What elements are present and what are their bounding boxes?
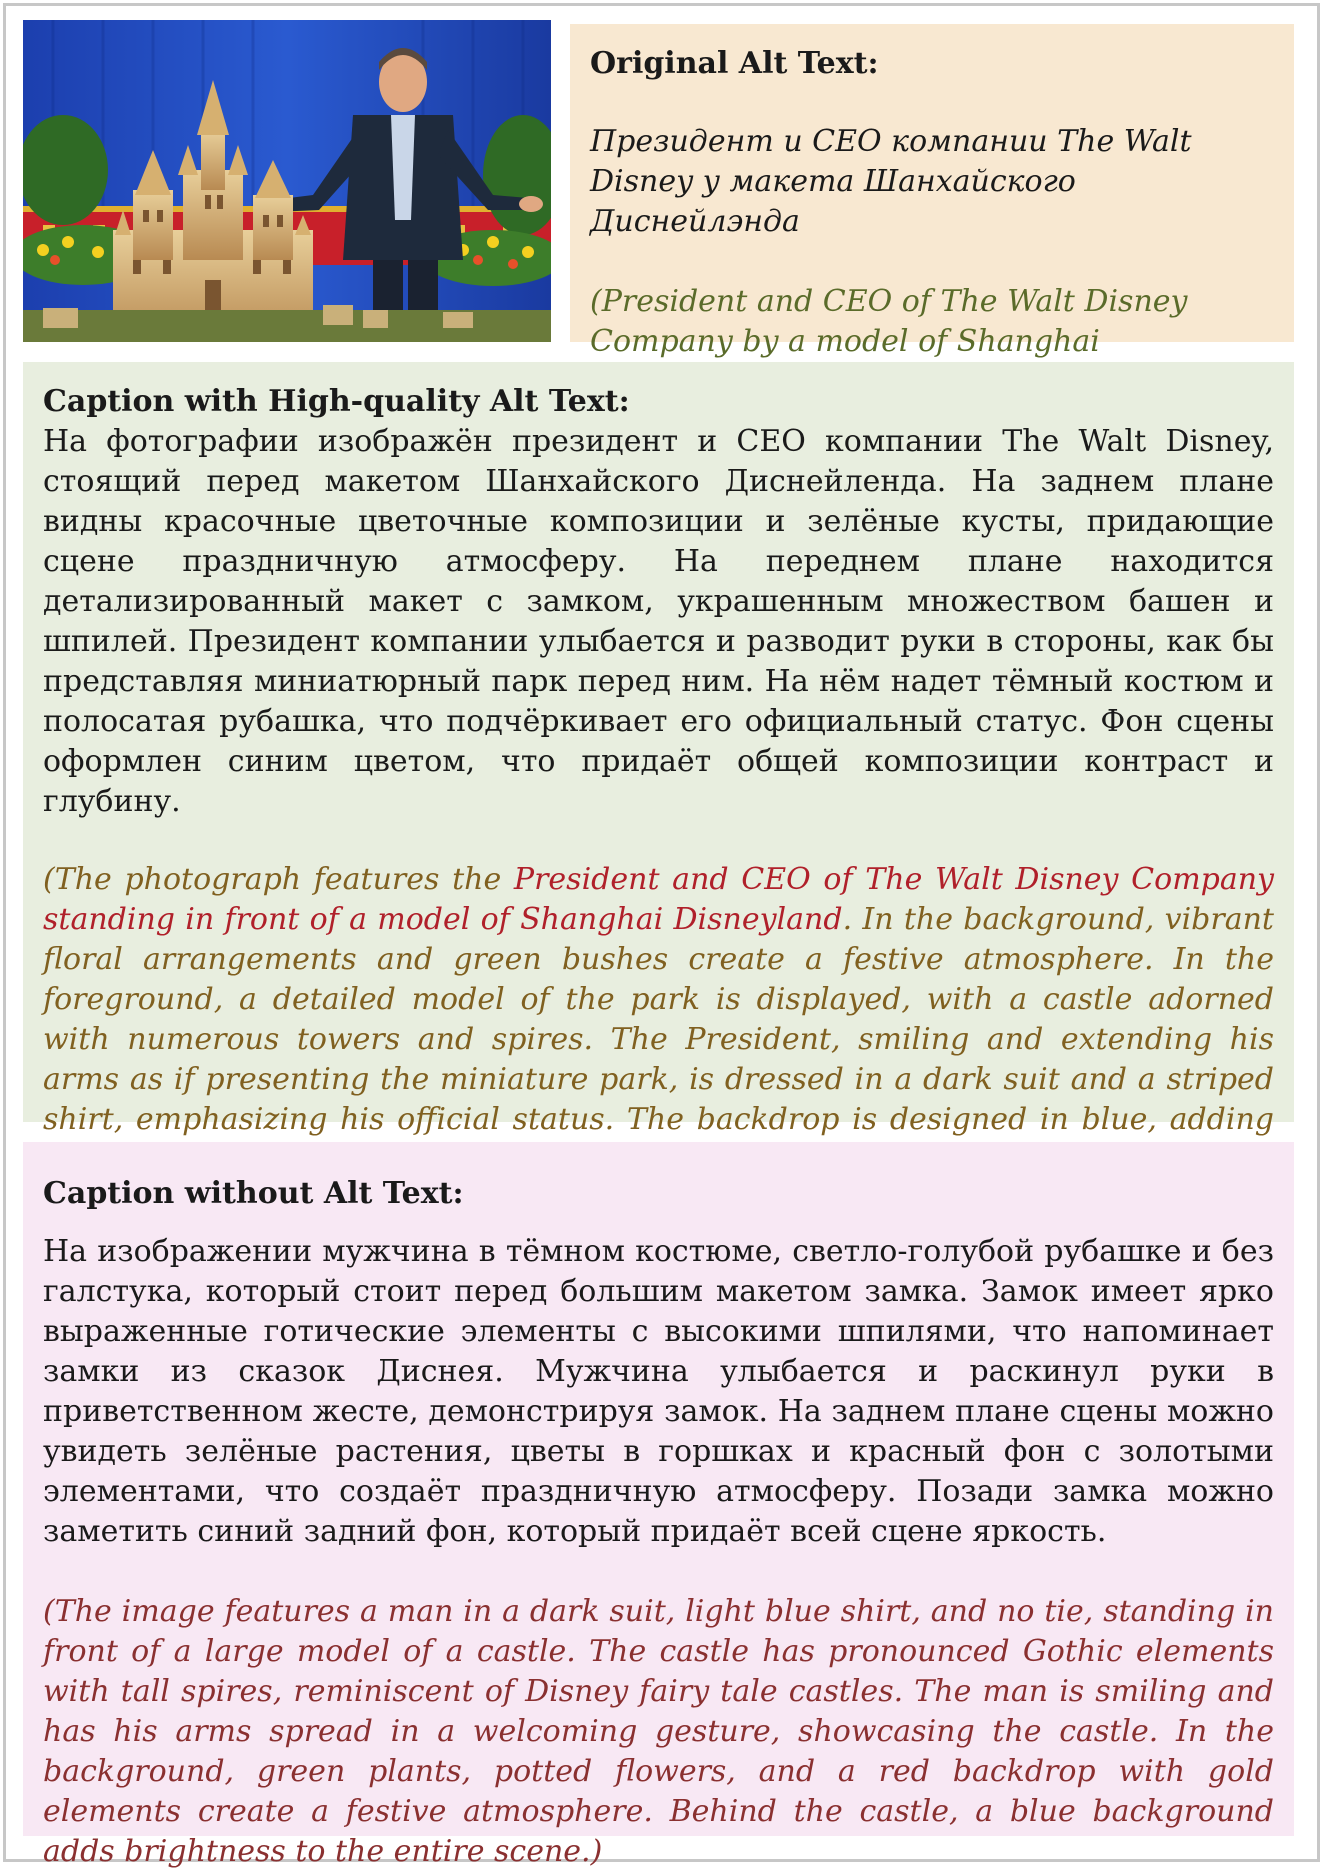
no-alt-caption-panel: [23, 1142, 1294, 1869]
hq-caption-panel: [23, 362, 1294, 1137]
hq-caption-en: [43, 860, 1274, 1180]
hq-caption-ru: На фотографии изображён президент и CEO компании The Walt Disney, стоящий перед макетом Шанхайского Диснейленда. На заднем плане видны красочные цветочные композиции и зелёные кусты, придающие сцене праздничную атмосферу. На переднем плане находится детализированный макет с замком, украшенным множеством башен и шпилей. Президент компании улыбается и разводит руки в стороны, как бы представляя миниатюрный парк перед ним. На нём надет тёмный костюм и полосатая рубашка, что подчёркивает его официальный статус. Фон сцены оформлен синим цветом, что придаёт общей композиции контраст и глубину.: [43, 424, 1274, 819]
original-alt-text-heading: Original Alt Text:: [590, 46, 879, 81]
hq-caption-en-pre: (The photograph features the: [43, 862, 514, 897]
hq-caption-heading: Caption with High-quality Alt Text:: [43, 384, 630, 419]
original-alt-text-en: (President and CEO of The Walt Disney Company by a model of Shanghai: [590, 284, 1188, 359]
hq-caption-en-post: . In the background, vibrant floral arrangements and green bushes create a festive atmosphere. In the foreground, a detailed model of the park is displayed, with a castle adorned with numerous towers and spires. The President, smiling and extending his arms as if presenting the miniature park, is dressed in a dark suit and a striped shirt, emphasizing his official status. The backdrop is designed in blue, adding: [43, 902, 1274, 1137]
no-alt-caption-heading: Caption without Alt Text:: [43, 1176, 464, 1211]
original-alt-text-panel: [570, 24, 1294, 359]
no-alt-caption-en: (The image features a man in a dark suit, light blue shirt, and no tie, standing in front of a large model of a castle. The castle has pronounced Gothic elements with tall spires, reminiscent of Disney fairy tale castles. The man is smiling and has his arms spread in a welcoming gesture, showcasing the castle. In the background, green plants, potted flowers, and a red backdrop with gold elements create a festive atmosphere. Behind the castle, a blue background adds brightness to the entire scene.): [43, 1594, 1274, 1869]
hq-caption-en-highlight: President and CEO of The Walt Disney Company standing in front of a model of Shanghai Disneyland: [43, 862, 1275, 937]
no-alt-caption-ru: На изображении мужчина в тёмном костюме, светло-голубой рубашке и без галстука, который стоит перед большим макетом замка. Замок имеет ярко выраженные готические элементы с высокими шпилями, что напоминает замки из сказок Диснея. Мужчина улыбается и раскинул руки в приветственном жесте, демонстрируя замок. На заднем плане сцены можно увидеть зелёные растения, цветы в горшках и красный фон с золотыми элементами, что создаёт праздничную атмосферу. Позади замка можно заметить синий задний фон, который придаёт всей сцене яркость.: [43, 1234, 1274, 1549]
original-alt-text-ru: Президент и CEO компании The Walt Disney у макета Шанхайского Диснейлэнда: [590, 124, 1192, 239]
photo-man-with-castle-model: [23, 20, 551, 342]
